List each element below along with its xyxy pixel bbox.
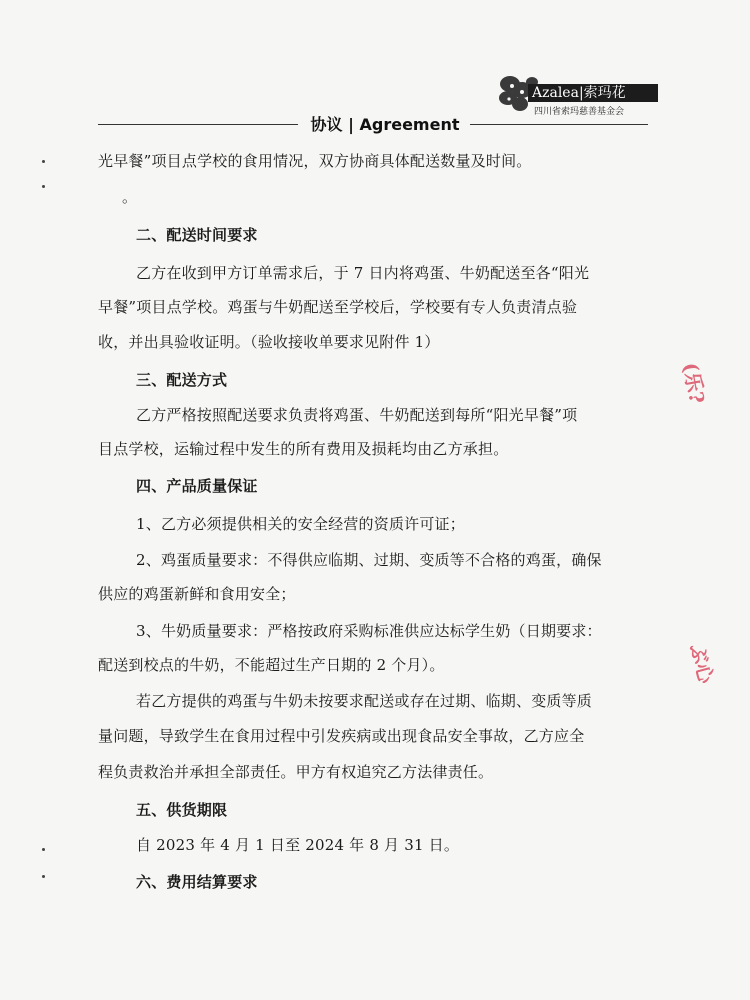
- section-heading: 五、供货期限: [136, 801, 228, 819]
- margin-mark: [42, 875, 45, 878]
- paragraph-line: 收，并出具验收证明。（验收接收单要求见附件 1）: [98, 333, 440, 351]
- paragraph-line: 乙方在收到甲方订单需求后，于 7 日内将鸡蛋、牛奶配送至各“阳光: [136, 264, 590, 282]
- section-heading: 四、产品质量保证: [136, 477, 258, 495]
- logo-text: Azalea|索玛花: [528, 84, 658, 102]
- paragraph-line: 自 2023 年 4 月 1 日至 2024 年 8 月 31 日。: [136, 836, 460, 854]
- margin-mark: [42, 160, 45, 163]
- header-rule-left: [98, 124, 298, 125]
- paragraph-line: 乙方严格按照配送要求负责将鸡蛋、牛奶配送到每所“阳光早餐”项: [136, 406, 578, 424]
- paragraph-line: 3、牛奶质量要求：严格按政府采购标准供应达标学生奶（日期要求：: [136, 622, 602, 640]
- paragraph-line: 量问题，导致学生在食用过程中引发疾病或出现食品安全事故，乙方应全: [98, 727, 585, 745]
- paragraph-line: 供应的鸡蛋新鲜和食用安全；: [98, 585, 296, 603]
- section-heading: 六、费用结算要求: [136, 873, 258, 891]
- paragraph-line: 配送到校点的牛奶，不能超过生产日期的 2 个月）。: [98, 656, 445, 674]
- paragraph-line: 早餐”项目点学校。鸡蛋与牛奶配送至学校后，学校要有专人负责清点验: [98, 298, 578, 316]
- paragraph-line: 目点学校，运输过程中发生的所有费用及损耗均由乙方承担。: [98, 440, 509, 458]
- paragraph-line: 程负责救治并承担全部责任。甲方有权追究乙方法律责任。: [98, 763, 494, 781]
- section-heading: 三、配送方式: [136, 371, 228, 389]
- header-title: 协议 | Agreement: [310, 115, 460, 134]
- logo-subtitle: 四川省索玛慈善基金会: [534, 107, 625, 117]
- foundation-logo: [492, 70, 664, 118]
- paragraph-line: 光早餐”项目点学校的食用情况，双方协商具体配送数量及时间。: [98, 152, 532, 170]
- paragraph-line: 若乙方提供的鸡蛋与牛奶未按要求配送或存在过期、临期、变质等质: [136, 692, 593, 710]
- paragraph-line: 。: [122, 188, 138, 206]
- margin-mark: [42, 848, 45, 851]
- paragraph-line: 2、鸡蛋质量要求：不得供应临期、过期、变质等不合格的鸡蛋，确保: [136, 551, 602, 569]
- section-heading: 二、配送时间要求: [136, 226, 258, 244]
- seal-stamp-bottom: ぶ心: [684, 641, 719, 686]
- header-rule-right: [470, 124, 648, 125]
- paragraph-line: 1、乙方必须提供相关的安全经营的资质许可证；: [136, 515, 465, 533]
- margin-mark: [42, 185, 45, 188]
- seal-stamp-top: (乐?: [678, 360, 710, 406]
